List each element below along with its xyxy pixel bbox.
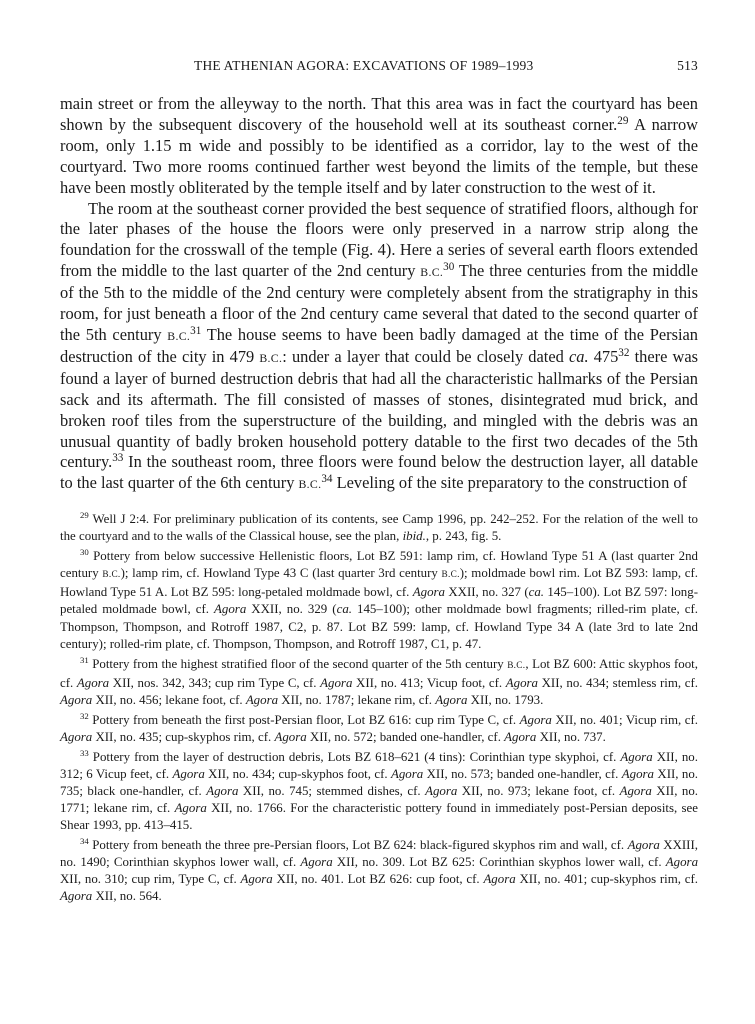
note-ref: 30 [443, 261, 455, 274]
small-caps-text: B.C. [441, 570, 460, 581]
small-caps-text: B.C. [167, 328, 191, 343]
text-run: XII, no. 401. Lot BZ 626: cup foot, cf. [272, 872, 484, 887]
text-run: XII, no. 401; Vicup rim, cf. [551, 712, 698, 727]
text-run: XII, no. 434; cup-skyphos foot, cf. [204, 766, 391, 781]
text-run: In the southeast room, three floors were found below the destruction layer, all datable to the last quarter of the 6th century [60, 452, 698, 493]
footnote-33 [60, 749, 698, 834]
text-run: XII, no. 735; black one-handler, cf. [60, 766, 698, 798]
page-header [60, 58, 698, 80]
italic-text: Agora [60, 729, 93, 744]
small-caps-text: B.C. [507, 660, 526, 671]
text-run: , p. 243, fig. 5. [425, 529, 502, 544]
italic-text: Agora [300, 855, 333, 870]
small-caps-text: B.C. [420, 265, 444, 280]
text-run: XII, no. 1771; lekane rim, cf. [60, 783, 698, 815]
document-page [60, 58, 698, 908]
body-paragraph [60, 199, 698, 496]
body-paragraph [60, 94, 698, 199]
text-run: XII, no. 434; stemless rim, cf. [537, 675, 699, 690]
text-run: XII, no. 572; banded one-handler, cf. [306, 729, 505, 744]
italic-text: Agora [76, 675, 110, 690]
italic-text: Agora [621, 766, 654, 781]
italic-text: Agora [60, 692, 93, 707]
text-run: Well J 2:4. For preliminary publication of its contents, see Camp 1996, pp. 242–252. For the relation of the well to the courtyard and to the walls of the Classical house, see the plan, [60, 512, 698, 544]
note-ref: 33 [80, 748, 89, 759]
text-run: 145–100); other moldmade bowl fragments; rilled-rim plate, cf. Thompson, Thompson, and Rotroff 1987, C2, p. 87. Lot BZ 599: lamp, cf. Howland Type 34 A (late 3rd to late 2nd century); rolled-rim plate, cf. Thompson, Thompson, and Rotroff 1987, C1, p. 47. [60, 602, 698, 651]
text-run: 145–100). Lot BZ 597: long-petaled moldmade bowl, cf. [60, 585, 698, 617]
text-run: XXII, no. 327 ( [444, 585, 529, 600]
note-ref: 32 [618, 346, 630, 359]
text-run: ); moldmade bowl rim. Lot BZ 593: lamp, cf. Howland Type 51 A. Lot BZ 595: long-petaled moldmade bowl, cf. [60, 566, 699, 600]
body-text [60, 94, 698, 495]
footnote-34 [60, 837, 698, 905]
note-ref: 34 [321, 473, 333, 486]
footnote-31 [60, 656, 698, 709]
text-run: XXIII, no. 1490; Corinthian skyphos lower wall, cf. [60, 838, 698, 870]
text-run: A narrow room, only 1.15 m wide and possibly to be identified as a corridor, lay to the west of the courtyard. Two more rooms continued farther west beyond the limits of the temple, but these have been mostly obliterated by the temple itself and by later construction to the west of it. [60, 114, 698, 197]
text-run: Pottery from the layer of destruction debris, Lots BZ 618–621 (4 tins): Corinthian type skyphoi, cf. [88, 749, 621, 764]
small-caps-text: B.C. [259, 350, 283, 365]
text-run: Pottery from beneath the three pre-Persian floors, Lot BZ 624: black-figured skyphos rim and wall, cf. [88, 838, 628, 853]
footnote-29 [60, 511, 698, 545]
text-run: : under a layer that could be closely dated [282, 346, 569, 366]
italic-text: ibid. [402, 529, 426, 544]
italic-text: Agora [619, 783, 652, 798]
italic-text: Agora [435, 692, 468, 707]
italic-text: Agora [627, 838, 660, 853]
text-run: XII, no. 1787; lekane rim, cf. [278, 692, 436, 707]
text-run: ); lamp rim, cf. Howland Type 43 C (last quarter 3rd century [120, 566, 442, 581]
text-run: Leveling of the site preparatory to the construction of [332, 473, 688, 493]
italic-text: Agora [320, 675, 353, 690]
italic-text: Agora [412, 585, 445, 600]
note-ref: 34 [80, 836, 89, 847]
text-run: The house seems to have been badly damaged at the time of the Persian destruction of the city in 479 [60, 324, 698, 366]
italic-text: ca. [528, 585, 545, 600]
text-run: Pottery from beneath the first post-Persian floor, Lot BZ 616: cup rim Type C, cf. [88, 712, 520, 727]
italic-text: Agora [172, 766, 205, 781]
footnote-30 [60, 548, 698, 652]
text-run: The room at the southeast corner provided the best sequence of stratified floors, although for the later phases of the house the floors were only preserved in a narrow strip along the foundation for the crosswall of the temple (Fig. 4). Here a series of several earth floors extended from the middle to the last quarter of the 2nd century [60, 198, 698, 281]
text-run: , Lot BZ 600: Attic skyphos foot, cf. [60, 656, 698, 690]
text-run: XII, no. 564. [92, 889, 162, 904]
note-ref: 29 [617, 114, 629, 127]
page-number: 513 [677, 58, 698, 73]
italic-text: Agora [60, 889, 93, 904]
italic-text: ca. [336, 602, 352, 617]
text-run: there was found a layer of burned destruction debris that had all the characteristic hallmarks of the Persian sack and its aftermath. The fill consisted of masses of stones, disintegrated mud brick, and broken roof tiles from the superstructure of the building, and mingled with the debris was an unusual quantity of badly broken household pottery datable to the first two decades of the 5th century. [60, 346, 699, 472]
italic-text: Agora [245, 692, 279, 707]
small-caps-text: B.C. [102, 570, 121, 581]
text-run: 475 [588, 346, 619, 366]
italic-text: Agora [214, 602, 247, 617]
text-run: XXII, no. 329 ( [246, 602, 337, 617]
note-ref: 32 [80, 710, 89, 721]
text-run: XII, no. 456; lekane foot, cf. [92, 692, 246, 707]
text-run: XII, no. 973; lekane foot, cf. [457, 783, 620, 798]
italic-text: Agora [483, 872, 516, 887]
note-ref: 31 [80, 654, 89, 665]
italic-text: Agora [206, 783, 239, 798]
footnotes-section [60, 511, 698, 905]
text-run: Pottery from the highest stratified floor of the second quarter of the 5th century [88, 656, 508, 671]
italic-text: Agora [390, 766, 424, 781]
running-head: THE ATHENIAN AGORA: EXCAVATIONS OF 1989–1993 [194, 58, 534, 73]
text-run: XII, no. 401; cup-skyphos rim, cf. [515, 872, 699, 887]
text-run: XII, no. 312; 6 Vicup feet, cf. [60, 749, 698, 781]
italic-text: Agora [174, 800, 207, 815]
italic-text: Agora [425, 783, 458, 798]
text-run: XII, no. 309. Lot BZ 625: Corinthian skyphos lower wall, cf. [332, 855, 666, 870]
text-run: XII, no. 310; cup rim, Type C, cf. [60, 872, 241, 887]
text-run: XII, no. 745; stemmed dishes, cf. [238, 783, 426, 798]
italic-text: ca. [568, 346, 589, 366]
footnote-32 [60, 712, 698, 746]
text-run: XII, no. 1766. For the characteristic pottery found in immediately post-Persian deposits, see Shear 1993, pp. 413–415. [60, 800, 698, 833]
note-ref: 33 [112, 452, 124, 465]
text-run: XII, no. 737. [536, 729, 606, 744]
italic-text: Agora [240, 872, 273, 887]
italic-text: Agora [274, 729, 307, 744]
text-run: Pottery from below successive Hellenistic floors, Lot BZ 591: lamp rim, cf. Howland Type 51 A (last quarter 2nd century [60, 549, 698, 581]
text-run: XII, no. 413; Vicup foot, cf. [352, 675, 506, 690]
text-run: XII, nos. 342, 343; cup rim Type C, cf. [109, 675, 321, 690]
italic-text: Agora [504, 729, 537, 744]
note-ref: 29 [80, 510, 89, 521]
italic-text: Agora [505, 675, 538, 690]
text-run: The three centuries from the middle of the 5th to the middle of the 2nd century were completely absent from the stratigraphy in this room, for just beneath a floor of the 2nd century came several that dated to the second quarter of the 5th century [60, 261, 698, 344]
italic-text: Agora [620, 749, 653, 764]
text-run: XII, no. 1793. [467, 692, 544, 707]
text-run: XII, no. 435; cup-skyphos rim, cf. [92, 729, 275, 744]
text-run: XII, no. 573; banded one-handler, cf. [423, 766, 622, 781]
text-run: main street or from the alleyway to the north. That this area was in fact the courtyard has been shown by the subsequent discovery of the household well at its southeast corner. [60, 94, 698, 134]
small-caps-text: B.C. [298, 477, 322, 492]
note-ref: 31 [190, 324, 202, 337]
italic-text: Agora [665, 855, 699, 870]
note-ref: 30 [80, 547, 89, 558]
italic-text: Agora [519, 712, 552, 727]
